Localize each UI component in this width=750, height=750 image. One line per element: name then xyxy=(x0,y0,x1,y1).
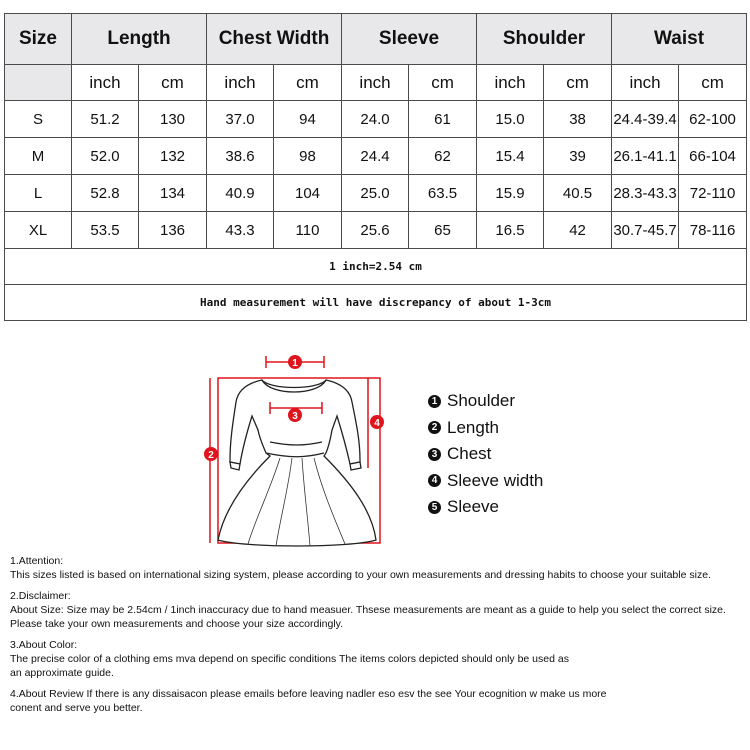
table-cell: 15.4 xyxy=(477,138,544,175)
table-row xyxy=(5,175,747,212)
table-cell: 16.5 xyxy=(477,212,544,249)
note-title-color: 3.About Color: xyxy=(10,639,78,651)
table-cell: 61 xyxy=(409,101,477,138)
marker-4 xyxy=(370,415,384,429)
table-cell: 65 xyxy=(409,212,477,249)
unit-blank-cell xyxy=(5,65,72,101)
table-cell: 25.6 xyxy=(342,212,409,249)
table-cell: 37.0 xyxy=(207,101,274,138)
table-cell: 38.6 xyxy=(207,138,274,175)
discrepancy-note-row xyxy=(5,285,747,321)
note-text: The precise color of a clothing ems mva depend on specific conditions The items colors depicted should only be used as xyxy=(10,653,569,665)
svg-text:4: 4 xyxy=(374,418,380,429)
table-cell: 72-110 xyxy=(679,175,747,212)
header-row xyxy=(5,14,747,65)
legend-number: 2 xyxy=(428,421,441,434)
unit-cell: cm xyxy=(409,65,477,101)
table-cell: 30.7-45.7 xyxy=(612,212,679,249)
table-cell: 15.0 xyxy=(477,101,544,138)
svg-text:2: 2 xyxy=(208,450,214,461)
table-cell: 51.2 xyxy=(72,101,139,138)
legend-number: 4 xyxy=(428,474,441,487)
table-cell: 28.3-43.3 xyxy=(612,175,679,212)
note-text: Please take your own measurements and choose your size accordingly. xyxy=(10,618,344,630)
legend-number: 5 xyxy=(428,501,441,514)
note-text: conent and serve you better. xyxy=(10,702,143,714)
legend-item-shoulder xyxy=(428,388,543,415)
table-cell: XL xyxy=(5,212,72,249)
notes-section xyxy=(10,554,745,715)
header-size: Size xyxy=(5,14,72,65)
legend-item-sleeve xyxy=(428,494,543,521)
header-chest-width: Chest Width xyxy=(207,14,342,65)
table-cell: 26.1-41.1 xyxy=(612,138,679,175)
dress-outline xyxy=(218,380,376,546)
legend-item-length xyxy=(428,415,543,442)
table-cell: 43.3 xyxy=(207,212,274,249)
unit-row xyxy=(5,65,747,101)
table-cell: 38 xyxy=(544,101,612,138)
legend-label: Sleeve xyxy=(447,497,499,517)
dress-diagram xyxy=(200,350,400,555)
table-cell: 94 xyxy=(274,101,342,138)
svg-text:1: 1 xyxy=(292,358,298,369)
legend-item-sleeve-width xyxy=(428,468,543,495)
size-chart-table xyxy=(4,13,747,321)
unit-cell: cm xyxy=(139,65,207,101)
unit-cell: inch xyxy=(477,65,544,101)
header-shoulder: Shoulder xyxy=(477,14,612,65)
unit-cell: cm xyxy=(679,65,747,101)
table-cell: 24.0 xyxy=(342,101,409,138)
table-cell: 62-100 xyxy=(679,101,747,138)
measurement-legend xyxy=(428,388,543,521)
header-sleeve: Sleeve xyxy=(342,14,477,65)
table-cell: 39 xyxy=(544,138,612,175)
table-cell: 132 xyxy=(139,138,207,175)
legend-label: Sleeve width xyxy=(447,470,544,490)
unit-cell: inch xyxy=(612,65,679,101)
table-cell: 24.4-39.4 xyxy=(612,101,679,138)
table-cell: 63.5 xyxy=(409,175,477,212)
table-cell: 98 xyxy=(274,138,342,175)
note-text-review: 4.About Review If there is any dissaisacon please emails before leaving nadler eso esv the see Your ecognition w make us more xyxy=(10,688,607,700)
table-row xyxy=(5,138,747,175)
table-cell: 110 xyxy=(274,212,342,249)
table-cell: 40.5 xyxy=(544,175,612,212)
legend-item-chest xyxy=(428,441,543,468)
table-cell: 136 xyxy=(139,212,207,249)
table-cell: M xyxy=(5,138,72,175)
table-cell: 66-104 xyxy=(679,138,747,175)
discrepancy-note: Hand measurement will have discrepancy of about 1-3cm xyxy=(5,285,747,321)
marker-1 xyxy=(288,355,302,369)
table-cell: 78-116 xyxy=(679,212,747,249)
legend-label: Shoulder xyxy=(447,391,516,411)
note-text: About Size: Size may be 2.54cm / 1inch inaccuracy due to hand measuer. Thsese measurements are meant as a guide to help you select the correct size. xyxy=(10,604,726,616)
marker-2 xyxy=(204,447,218,461)
unit-cell: cm xyxy=(274,65,342,101)
table-row xyxy=(5,212,747,249)
note-text: This sizes listed is based on international sizing system, please according to your own measurements and dressing habits to choose your suitable size. xyxy=(10,569,711,581)
table-cell: 130 xyxy=(139,101,207,138)
table-cell: 134 xyxy=(139,175,207,212)
table-cell: 40.9 xyxy=(207,175,274,212)
table-cell: 24.4 xyxy=(342,138,409,175)
legend-number: 1 xyxy=(428,395,441,408)
unit-cell: inch xyxy=(72,65,139,101)
svg-text:3: 3 xyxy=(292,411,298,422)
table-cell: 52.0 xyxy=(72,138,139,175)
marker-3 xyxy=(288,408,302,422)
header-length: Length xyxy=(72,14,207,65)
header-waist: Waist xyxy=(612,14,747,65)
unit-cell: inch xyxy=(207,65,274,101)
note-text: an approximate guide. xyxy=(10,667,114,679)
note-title-disclaimer: 2.Disclaimer: xyxy=(10,590,71,602)
table-cell: 104 xyxy=(274,175,342,212)
table-cell: 53.5 xyxy=(72,212,139,249)
table-cell: 62 xyxy=(409,138,477,175)
table-cell: 15.9 xyxy=(477,175,544,212)
table-cell: 25.0 xyxy=(342,175,409,212)
conversion-note: 1 inch=2.54 cm xyxy=(5,249,747,285)
note-title-attention: 1.Attention: xyxy=(10,555,64,567)
unit-cell: cm xyxy=(544,65,612,101)
table-cell: S xyxy=(5,101,72,138)
legend-label: Length xyxy=(447,417,499,437)
table-row xyxy=(5,101,747,138)
conversion-note-row xyxy=(5,249,747,285)
legend-number: 3 xyxy=(428,448,441,461)
table-cell: 42 xyxy=(544,212,612,249)
table-cell: 52.8 xyxy=(72,175,139,212)
unit-cell: inch xyxy=(342,65,409,101)
legend-label: Chest xyxy=(447,444,492,464)
table-cell: L xyxy=(5,175,72,212)
